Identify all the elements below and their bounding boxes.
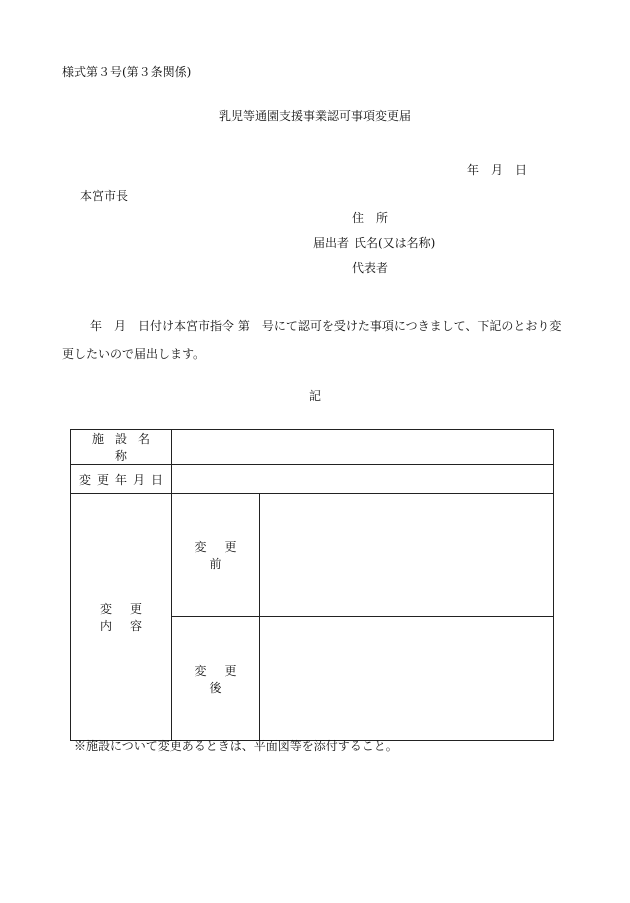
after-change-field[interactable] [260,617,554,741]
representative-label: 代表者 [352,261,389,275]
facility-name-field[interactable] [172,430,554,465]
before-change-label: 変更前 [172,494,260,617]
footnote: ※施設について変更あるときは、平面図等を添付すること。 [74,739,398,753]
after-change-label: 変更後 [172,617,260,741]
form-number: 様式第３号(第３条関係) [62,65,192,79]
facility-name-label: 施設名称 [71,430,172,465]
change-details-table [70,429,554,741]
applicant-name-label: 氏名(又は名称) [354,236,436,250]
document-title: 乳児等通園支援事業認可事項変更届 [218,109,411,123]
body-paragraph: 年 月 日付け本宮市指令 第 号にて認可を受けた事項につきまして、下記のとおり変更したいので届出します。 [62,319,562,361]
before-change-field[interactable] [260,494,554,617]
applicant-role-label: 届出者 [313,236,350,250]
change-date-label: 変更年月日 [71,465,172,494]
applicant-address-label: 住 所 [352,211,389,225]
change-date-field[interactable] [172,465,554,494]
addressee: 本宮市長 [80,189,129,203]
change-details-label: 変更内容 [71,494,172,741]
submission-date: 年 月 日 [467,163,528,177]
ki-heading: 記 [308,389,321,403]
